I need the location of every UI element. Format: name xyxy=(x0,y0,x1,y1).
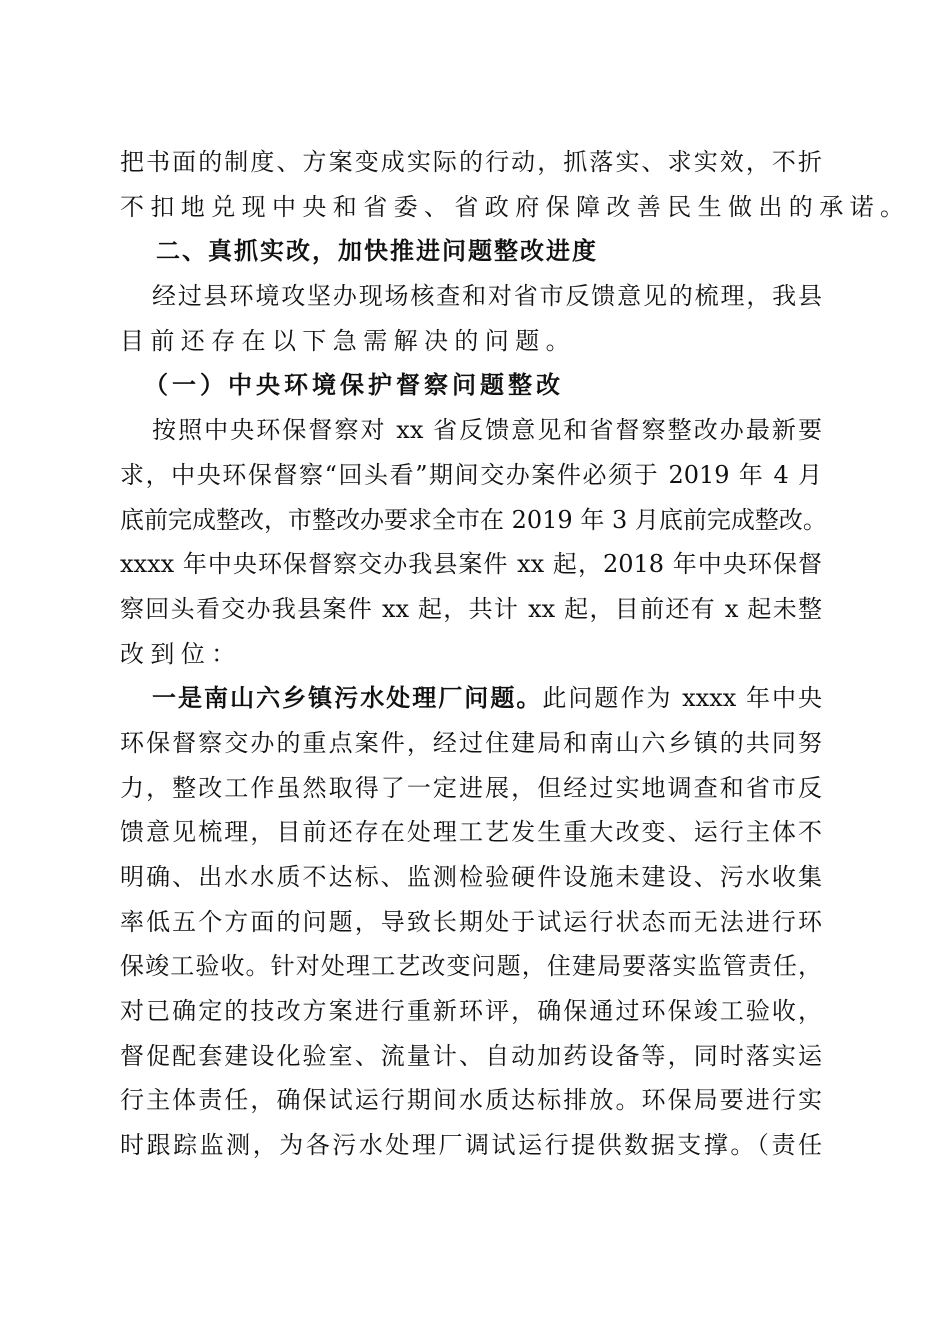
body-paragraph xyxy=(120,274,822,363)
text-line: 力，整改工作虽然取得了一定进展，但经过实地调查和省市反 xyxy=(120,773,822,802)
text-line: 求，中央环保督察“回头看”期间交办案件必须于 2019 年 4 月 xyxy=(120,460,822,489)
text-line: 底前完成整改，市整改办要求全市在 2019 年 3 月底前完成整改。 xyxy=(120,505,827,534)
subsection-heading: （一）中央环境保护督察问题整改 xyxy=(144,370,564,400)
section-heading: 二、真抓实改，加快推进问题整改进度 xyxy=(156,237,598,266)
text-line: 督促配套建设化验室、流量计、自动加药设备等，同时落实运 xyxy=(120,1041,822,1070)
text-line: 按照中央环保督察对 xx 省反馈意见和省督察整改办最新要 xyxy=(152,416,822,445)
text-line: 察回头看交办我县案件 xx 起，共计 xx 起，目前还有 x 起未整 xyxy=(120,594,822,623)
text-line: 时跟踪监测，为各污水处理厂调试运行提供数据支撑。（责任 xyxy=(120,1131,822,1160)
body-paragraph xyxy=(120,676,822,1168)
text-line: 经过县环境攻坚办现场核查和对省市反馈意见的梳理，我县 xyxy=(152,282,822,311)
text-line: 馈意见梳理，目前还存在处理工艺发生重大改变、运行主体不 xyxy=(120,818,822,847)
body-paragraph xyxy=(120,408,827,676)
text-line: 保竣工验收。针对处理工艺改变问题，住建局要落实监管责任， xyxy=(120,952,822,981)
text-line: 环保督察交办的重点案件，经过住建局和南山六乡镇的共同努 xyxy=(120,728,822,757)
document-page xyxy=(120,140,911,1168)
text-line: 改到位： xyxy=(120,639,242,668)
text-line: 对已确定的技改方案进行重新环评，确保通过环保竣工验收， xyxy=(120,997,822,1026)
text-line: 不扣地兑现中央和省委、省政府保障改善民生做出的承诺。 xyxy=(120,192,911,221)
text-line: 率低五个方面的问题，导致长期处于试运行状态而无法进行环 xyxy=(120,907,822,936)
lead-in-phrase: 一是南山六乡镇污水处理厂问题。 xyxy=(152,683,543,713)
text-line: 把书面的制度、方案变成实际的行动，抓落实、求实效，不折 xyxy=(120,148,822,176)
body-paragraph xyxy=(120,140,911,229)
text-run: 此问题作为 xxxx 年中央 xyxy=(542,684,822,713)
text-line: xxxx 年中央环保督察交办我县案件 xx 起，2018 年中央环保督 xyxy=(120,550,822,579)
text-line xyxy=(120,676,822,721)
text-line: 明确、出水水质不达标、监测检验硬件设施未建设、污水收集 xyxy=(120,863,822,891)
text-line: 行主体责任，确保试运行期间水质达标排放。环保局要进行实 xyxy=(120,1086,822,1115)
text-line: 目前还存在以下急需解决的问题。 xyxy=(120,326,576,355)
